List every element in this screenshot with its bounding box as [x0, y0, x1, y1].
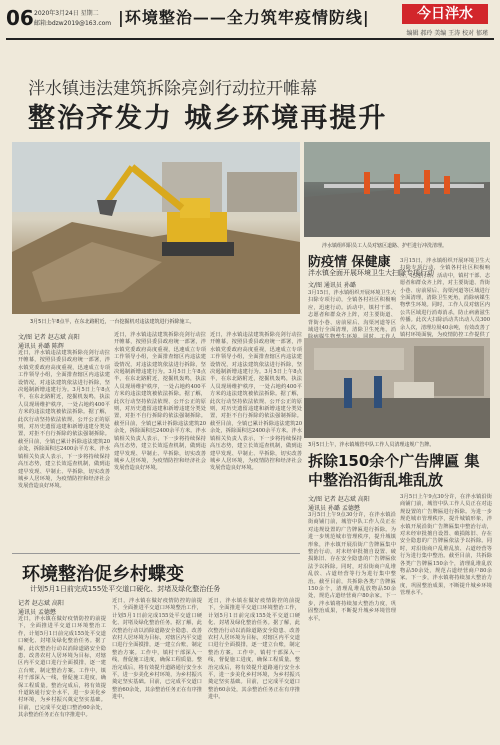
- road-cleaning-photo: [304, 142, 490, 237]
- cleanup-body-col3: 近日，泮水镇在做好疫情防控的前提下，全面推进平交道口环境整治工作，计划5月1日前完成155处平交道口硬化、封堵及绿化整治任务。据了解，此次整治行动以消除道路安全隐患、改善农村人居环境为目标，对辖区内平交道口进行全面摸排，逐一建立台账，制定整治方案。工作中，镇村干部深入一线，督促施工进度，确保工程质量。整治完成后，将有效提升道路通行安全水平，进一步美化乡村环境，为乡村振兴奠定坚实基础。目前，已完成平交道口整治60余处，其余整治任务正在有序推进中。: [208, 598, 300, 701]
- epidemic-byline: 文/图 通讯员 孙璐: [308, 282, 356, 289]
- cleanup-section-subtitle: 计划5月1日前完成155处平交道口硬化、封堵及绿化整治任务: [30, 585, 221, 593]
- ads-body-col2: 3月5日上午9点30分许，在泮水镇沿街商铺门前，城管中队工作人员正在对违规设置的广告牌匾进行拆除。为进一步规范城市管理秩序，提升城镇形象，泮水镇开展沿街广告牌匾集中整治行动，对未经审批擅自设置、破损陈旧、存在安全隐患的广告牌匾依法予以拆除。同时，对沿街商户乱堆乱放、占道经营等行为进行集中整治。截至目前，共拆除各类广告牌匾150余个，清理乱堆乱放物品50余处，规范占道经营商户80余家。下一步，泮水镇将持续加大整治力度，巩固整治成果，不断提升城乡环境管理水平。: [400, 494, 492, 597]
- page-number: 06: [6, 6, 34, 30]
- ads-section-title: 拆除150余个广告牌匾 集中整治沿街乱堆乱放: [308, 452, 480, 489]
- issue-date: 2020年3月24日 星期二: [34, 10, 99, 17]
- cleanup-byline: 记者 赵志斌 高阳 通讯员 孟德懋: [18, 600, 64, 616]
- epidemic-section-title: 防疫情 保健康: [308, 255, 391, 270]
- epidemic-section-subtitle: 泮水镇全面开展环境卫生大扫除专项行动: [308, 269, 434, 277]
- lead-body-col3: 近日，泮水镇违法建筑拆除亮剑行动拉开帷幕，按照县委县政府统一部署，泮水镇党委政府高度重视，迅速成立专项工作领导小组，全面排查辖区内违法建设情况，对违法建筑依法进行拆除，坚决遏制新增违建行为。3月5日上午8点半，在东北路附近，挖掘机轰鸣，执法人员现场维护秩序，一处占地约400平方米的违法建筑被依法拆除。据了解，此次行动坚持依法依规、公开公正的原则，对历史遗留违建和新增违建分类处置，对拒不自行拆除的依法强制拆除。截至目前，全镇已累计拆除违法建筑20余处，拆除面积达2400余平方米。泮水镇相关负责人表示，下一步将持续保持高压态势，建立长效巡查机制，做到违建早发现、早制止、早拆除，切实改善城乡人居环境，为疫情防控和经济社会发展营造良好环境。: [210, 332, 302, 472]
- lead-kicker: 泮水镇违法建筑拆除亮剑行动拉开帷幕: [28, 79, 317, 99]
- epidemic-body-col1: 3月15日，泮水镇组织开展环境卫生大扫除专项行动，全镇各村社区积极响应，迅速行动。活动中，镇村干部、志愿者和群众齐上阵，对主要街道、背街小巷、房前屋后、沟渠河道等区域进行全面清理，清除卫生死角，消: [308, 290, 396, 334]
- ad-removal-caption: 3月5日上午，泮水镇城管中队工作人员清理违规广告牌。: [308, 442, 435, 448]
- edition-email: 邮箱:bdzw2019@163.com: [34, 20, 112, 27]
- epidemic-body-col2: 3月15日，泮水镇组织开展环境卫生大扫除专项行动，全镇各村社区积极响应，迅速行动。活动中，镇村干部、志愿者和群众齐上阵，对主要街道、背街小巷、房前屋后、沟渠河道等区域进行全面清理，清除卫生死角，消除病媒生物孳生环境。同时，工作人员对辖区内公共区域进行消毒消杀，防止病菌滋生传播。此次大扫除活动共出动人员300余人次，清理垃圾40余吨，有效改善了镇村环境面貌，为疫情防控工作提供了: [400, 258, 490, 339]
- lead-body-col2: 近日，泮水镇违法建筑拆除亮剑行动拉开帷幕，按照县委县政府统一部署，泮水镇党委政府高度重视，迅速成立专项工作领导小组，全面排查辖区内违法建设情况，对违法建筑依法进行拆除，坚决遏制新增违建行为。3月5日上午8点半，在东北路附近，挖掘机轰鸣，执法人员现场维护秩序，一处占地约400平方米的违法建筑被依法拆除。据了解，此次行动坚持依法依规、公开公正的原则，对历史遗留违建和新增违建分类处置，对拒不自行拆除的依法强制拆除。截至目前，全镇已累计拆除违法建筑20余处，拆除面积达2400余平方米。泮水镇相关负责人表示，下一步将持续保持高压态势，建立长效巡查机制，做到违建早发现、早制止、早拆除，切实改善城乡人居环境，为疫情防控和经济社会发展营造良好环境。: [114, 332, 206, 472]
- lead-byline: 文/图 记者 赵志斌 高阳 通讯员 孙璐 陈辉: [18, 334, 80, 350]
- road-cleaning-caption: 泮水镇组织职员工人员对辖区道路、护栏进行冲洗清理。: [322, 243, 448, 249]
- section-divider: [12, 553, 300, 554]
- cleanup-section-title: 环境整治促乡村蝶变: [22, 564, 184, 585]
- lead-body-col1: 近日，泮水镇违法建筑拆除亮剑行动拉开帷幕，按照县委县政府统一部署，泮水镇党委政府高度重视，迅速成立专项工作领导小组，全面排查辖区内违法建设情况，对违法建筑依法进行拆除，坚决遏制新增违建行为。3月5日上午8点半，在东北路附近，挖掘机轰鸣，执法人员现场维护秩序，一处占地约400平方米的违法建筑被依法拆除。据了解，此次行动坚持依法依规、公开公正的原则，对历史遗留违建和新增违建分类处置，对拒不自行拆除的依法强制拆除。截至目前，全镇已累计拆除违法建筑20余处，拆除面积达2400余平方米。泮水镇相关负责人表示，下一步将持续保持高压态势，建立长效巡查机制，做到违建早发现、早制止、早拆除，切实改善城乡人居环境，为疫情防控和经济社会发展营造良好环境。: [18, 350, 110, 490]
- section-title: |环境整治——全力筑牢疫情防线|: [118, 8, 370, 27]
- editors-line: 编辑 郝玲 美编 王涛 校对 郁瑾: [406, 30, 488, 37]
- lead-headline: 整治齐发力 城乡环境再提升: [28, 103, 388, 134]
- ad-removal-photo: [304, 338, 490, 438]
- masthead-rule: [6, 38, 494, 40]
- masthead: [0, 0, 500, 40]
- demolition-photo-caption: 3月5日上午8点半，在东北路附近，一台挖掘机对违法建筑进行拆除施工。: [30, 319, 195, 325]
- ads-byline: 文/图 记者 赵志斌 高阳 通讯员 孙璐 孟德懋: [308, 496, 370, 512]
- cleanup-body-col1: 近日，泮水镇在做好疫情防控的前提下，全面推进平交道口环境整治工作，计划5月1日前完成155处平交道口硬化、封堵及绿化整治任务。据了解，此次整治行动以消除道路安全隐患、改善农村人居环境为目标，对辖区内平交道口进行全面摸排，逐一建立台账，制定整治方案。工作中，镇村干部深入一线，督促施工进度，确保工程质量。整治完成后，将有效提升道路通行安全水平，进一步美化乡村环境，为乡村振兴奠定坚实基础。目前，已完成平交道口整治60余处，其余整治任务正在有序推进中。: [18, 616, 106, 719]
- demolition-photo: [12, 142, 300, 314]
- ads-body-col1: 3月5日上午9点30分许，在泮水镇沿街商铺门前，城管中队工作人员正在对违规设置的广告牌匾进行拆除。为进一步规范城市管理秩序，提升城镇形象，泮水镇开展沿街广告牌匾集中整治行动，对未经审批擅自设置、破损陈旧、存在安全隐患的广告牌匾依法予以拆除。同时，对沿街商户乱堆乱放、占道经营等行为进行集中整治。截至目前，共拆除各类广告牌匾150余个，清理乱堆乱放物品50余处，规范占道经营商户80余家。下一步，泮水镇将持续加大整治力度，巩固整治成果，不断提升城乡环境管理水平。: [308, 512, 396, 622]
- paper-logo: 今日泮水: [402, 4, 488, 24]
- cleanup-body-col2: 近日，泮水镇在做好疫情防控的前提下，全面推进平交道口环境整治工作，计划5月1日前完成155处平交道口硬化、封堵及绿化整治任务。据了解，此次整治行动以消除道路安全隐患、改善农村人居环境为目标，对辖区内平交道口进行全面摸排，逐一建立台账，制定整治方案。工作中，镇村干部深入一线，督促施工进度，确保工程质量。整治完成后，将有效提升道路通行安全水平，进一步美化乡村环境，为乡村振兴奠定坚实基础。目前，已完成平交道口整治60余处，其余整治任务正在有序推进中。: [112, 598, 202, 701]
